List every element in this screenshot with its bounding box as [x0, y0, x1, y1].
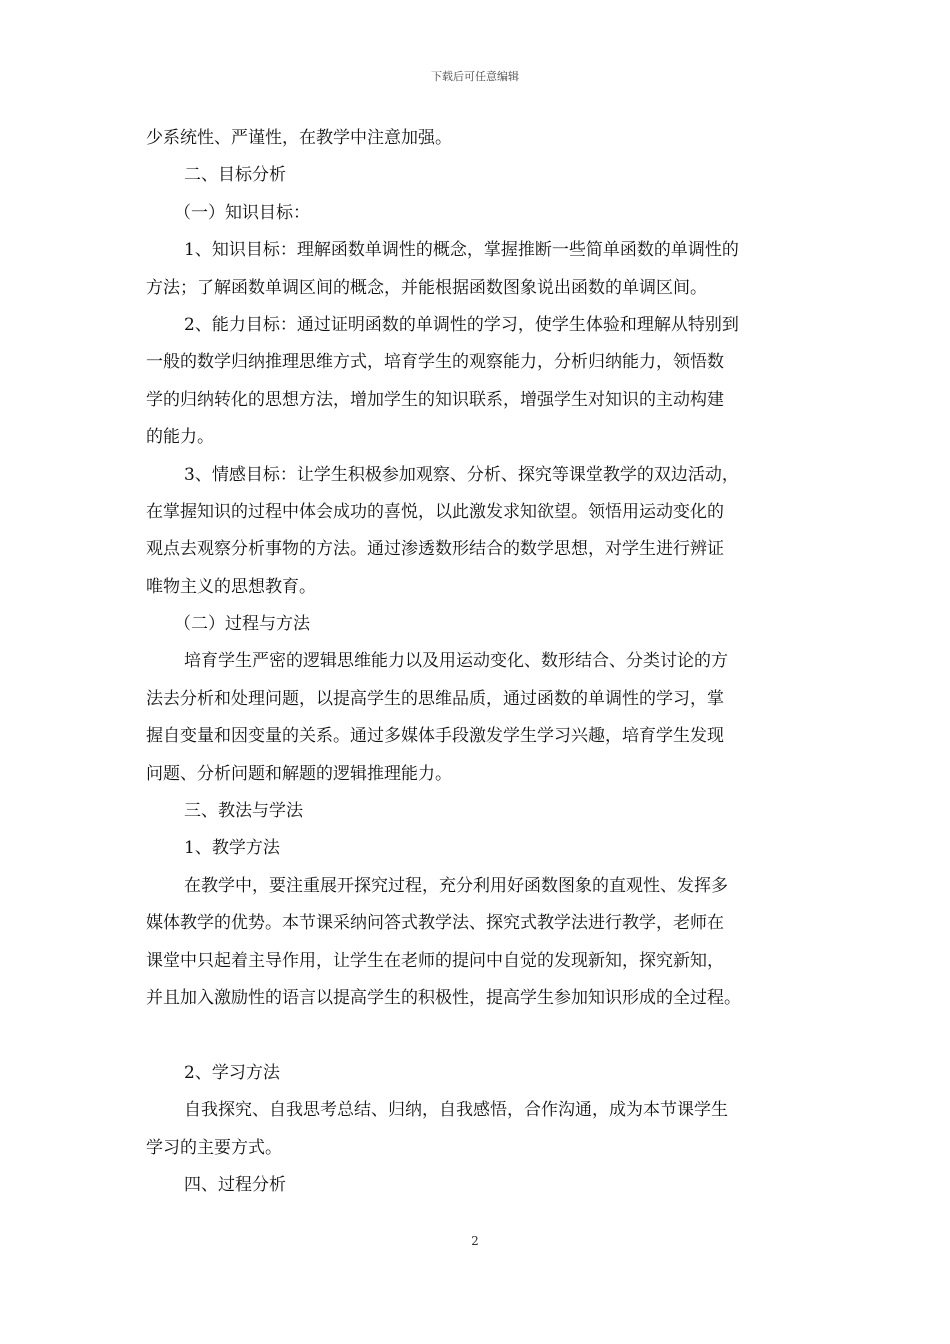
- body-line: 2、能力目标：通过证明函数的单调性的学习，使学生体验和理解从特别到: [184, 314, 739, 335]
- section-heading: 四、过程分析: [184, 1174, 286, 1195]
- body-line: 培育学生严密的逻辑思维能力以及用运动变化、数形结合、分类讨论的方: [184, 651, 728, 672]
- body-line: 并且加入激励性的语言以提高学生的积极性，提高学生参加知识形成的全过程。: [146, 987, 741, 1008]
- body-line: 一般的数学归纳推理思维方式，培育学生的观察能力，分析归纳能力，领悟数: [146, 352, 724, 373]
- body-line: 在教学中，要注重展开探究过程，充分利用好函数图象的直观性、发挥多: [184, 875, 728, 896]
- body-line: 在掌握知识的过程中体会成功的喜悦，以此激发求知欲望。领悟用运动变化的: [146, 501, 724, 522]
- body-line: 媒体教学的优势。本节课采纳问答式教学法、探究式教学法进行教学，老师在: [146, 913, 724, 934]
- page-number: 2: [471, 1234, 479, 1248]
- body-line: 3、情感目标：让学生积极参加观察、分析、探究等课堂教学的双边活动，: [184, 464, 739, 485]
- body-line: 问题、分析问题和解题的逻辑推理能力。: [146, 763, 452, 784]
- body-line: 法去分析和处理问题，以提高学生的思维品质，通过函数的单调性的学习，掌: [146, 688, 724, 709]
- blank-line: [146, 1017, 808, 1054]
- body-line: 1、知识目标：理解函数单调性的概念，掌握推断一些简单函数的单调性的: [184, 240, 739, 261]
- body-line: 观点去观察分析事物的方法。通过渗透数形结合的数学思想，对学生进行辨证: [146, 539, 724, 560]
- subsection-heading: （二）过程与方法: [174, 614, 310, 635]
- document-body: [146, 120, 808, 1204]
- subsection-heading: 2、学习方法: [184, 1062, 280, 1083]
- body-line: 课堂中只起着主导作用，让学生在老师的提问中自觉的发现新知，探究新知，: [146, 950, 724, 971]
- body-line: 学习的主要方式。: [146, 1137, 282, 1158]
- body-line: 学的归纳转化的思想方法，增加学生的知识联系，增强学生对知识的主动构建: [146, 389, 724, 410]
- page-header: 下载后可任意编辑: [431, 70, 519, 83]
- body-line: 握自变量和因变量的关系。通过多媒体手段激发学生学习兴趣，培育学生发现: [146, 726, 724, 747]
- body-line: 少系统性、严谨性，在教学中注意加强。: [146, 128, 452, 148]
- section-heading: 三、教法与学法: [184, 801, 303, 822]
- body-line: 的能力。: [146, 427, 214, 448]
- subsection-heading: 1、教学方法: [184, 838, 280, 859]
- body-line: 方法；了解函数单调区间的概念，并能根据函数图象说出函数的单调区间。: [146, 277, 707, 298]
- body-line: 唯物主义的思想教育。: [146, 576, 316, 597]
- section-heading: 二、目标分析: [184, 165, 286, 186]
- body-line: 自我探究、自我思考总结、归纳，自我感悟，合作沟通，成为本节课学生: [184, 1100, 728, 1121]
- subsection-heading: （一）知识目标：: [174, 202, 310, 223]
